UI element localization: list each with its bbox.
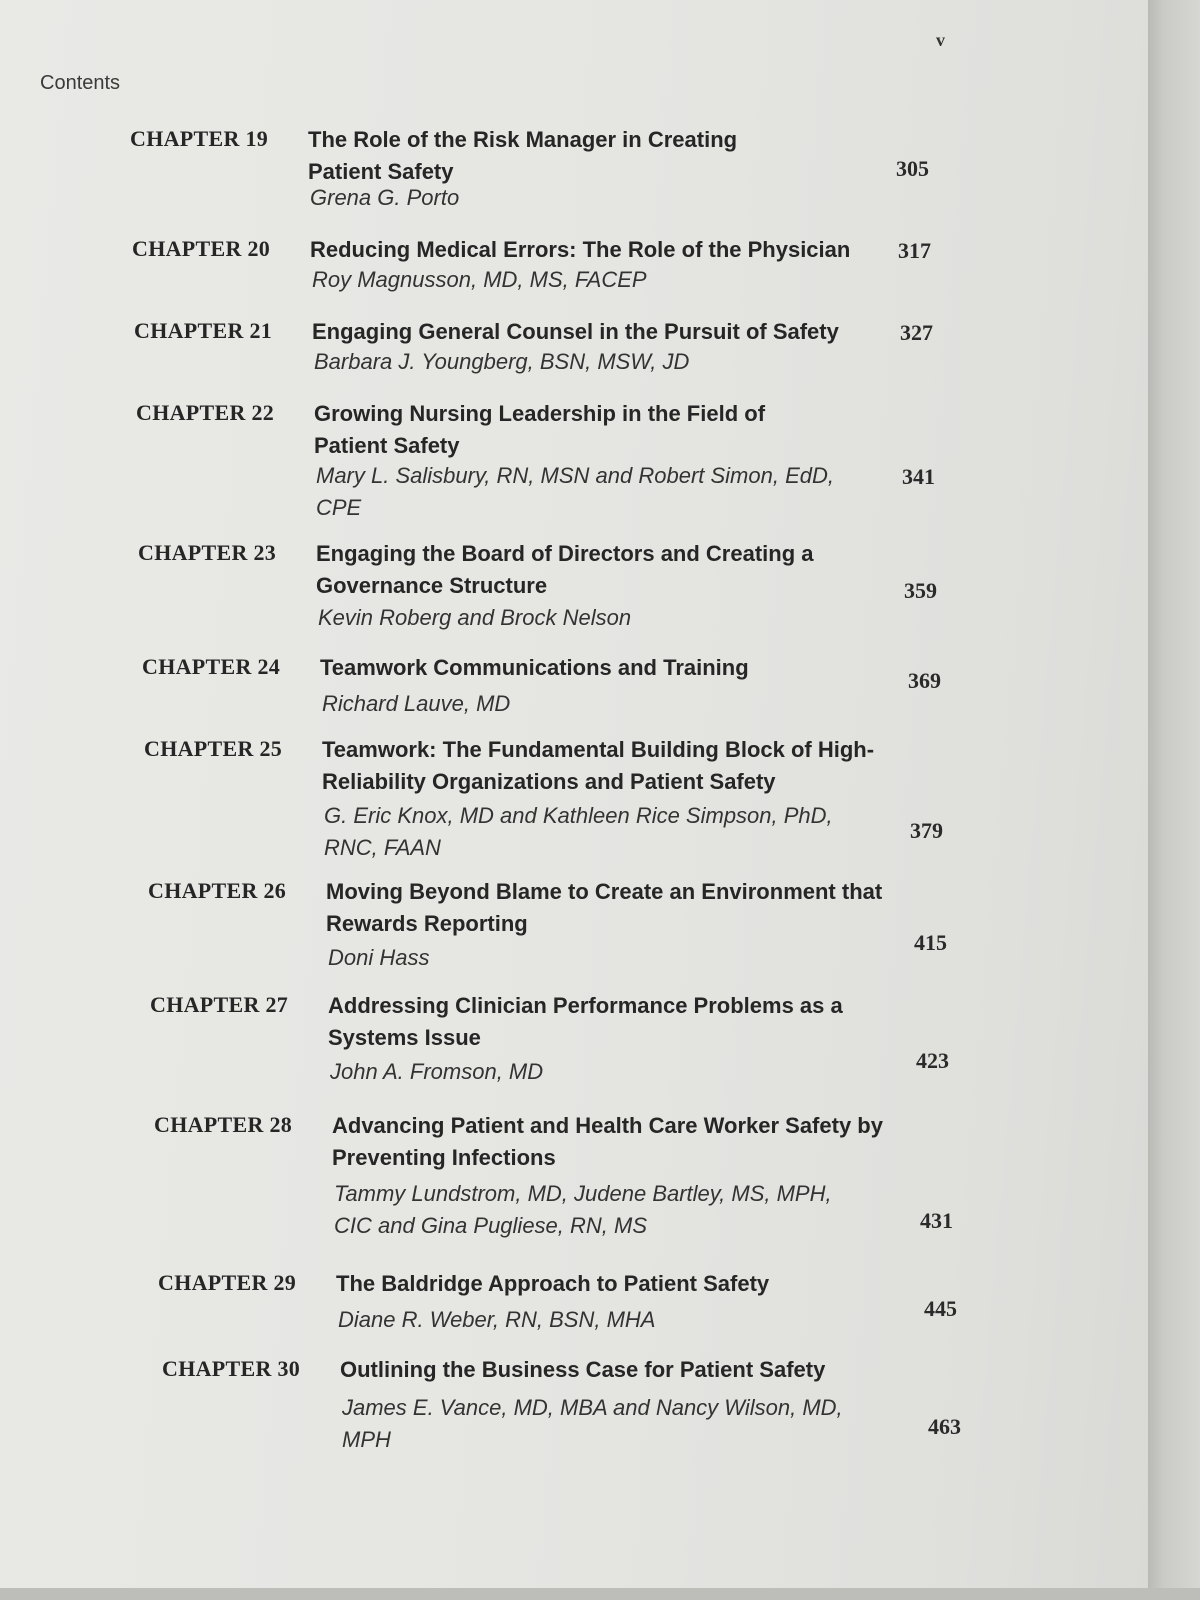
chapter-number: CHAPTER 28 xyxy=(154,1112,293,1137)
chapter-title: Moving Beyond Blame to Create an Environment that Rewards Reporting xyxy=(326,879,883,936)
chapter-page: 317 xyxy=(898,238,931,263)
chapter-title: Outlining the Business Case for Patient Safety xyxy=(340,1357,826,1382)
chapter-author: Grena G. Porto xyxy=(310,185,460,210)
chapter-page: 415 xyxy=(914,930,947,955)
chapter-author: James E. Vance, MD, MBA and Nancy Wilson, MD, MPH xyxy=(342,1395,843,1452)
chapter-page: 379 xyxy=(910,818,943,843)
chapter-number: CHAPTER 26 xyxy=(148,878,287,903)
chapter-author: Roy Magnusson, MD, MS, FACEP xyxy=(312,267,647,292)
chapter-number: CHAPTER 30 xyxy=(162,1356,301,1381)
chapter-title: Teamwork Communications and Training xyxy=(320,655,749,680)
chapter-page: 445 xyxy=(924,1296,957,1321)
chapter-author: John A. Fromson, MD xyxy=(330,1059,544,1084)
chapter-number: CHAPTER 27 xyxy=(150,992,289,1017)
chapter-title: Engaging the Board of Directors and Creating a Governance Structure xyxy=(316,541,814,598)
chapter-title: Addressing Clinician Performance Problems as a Systems Issue xyxy=(328,993,843,1050)
chapter-title: The Role of the Risk Manager in Creating Patient Safety xyxy=(308,127,738,184)
chapter-number: CHAPTER 29 xyxy=(158,1270,297,1295)
chapter-page: 369 xyxy=(908,668,941,693)
chapter-number: CHAPTER 23 xyxy=(138,540,277,565)
chapter-title: Reducing Medical Errors: The Role of the Physician xyxy=(310,237,851,262)
chapter-author: Doni Hass xyxy=(328,945,430,970)
chapter-title: Teamwork: The Fundamental Building Block of High-Reliability Organizations and Patient Safety xyxy=(322,737,875,794)
chapter-page: 423 xyxy=(916,1048,949,1073)
chapter-author: Kevin Roberg and Brock Nelson xyxy=(318,605,632,630)
chapter-number: CHAPTER 25 xyxy=(144,736,283,761)
chapter-page: 327 xyxy=(900,320,933,345)
chapter-page: 359 xyxy=(904,578,937,603)
chapter-page: 341 xyxy=(902,464,935,489)
chapter-title: Advancing Patient and Health Care Worker Safety by Preventing Infections xyxy=(332,1113,883,1170)
chapter-page: 431 xyxy=(920,1208,953,1233)
page-shadow-edge xyxy=(1148,0,1200,1600)
page-number: v xyxy=(936,30,945,50)
chapter-page: 463 xyxy=(928,1414,961,1439)
chapter-title: The Baldridge Approach to Patient Safety xyxy=(336,1271,770,1296)
chapter-number: CHAPTER 24 xyxy=(142,654,281,679)
chapter-author: Diane R. Weber, RN, BSN, MHA xyxy=(338,1307,656,1332)
chapter-author: G. Eric Knox, MD and Kathleen Rice Simpson, PhD, RNC, FAAN xyxy=(324,803,833,860)
chapter-author: Tammy Lundstrom, MD, Judene Bartley, MS, MPH, CIC and Gina Pugliese, RN, MS xyxy=(334,1181,832,1238)
chapter-number: CHAPTER 20 xyxy=(132,236,271,261)
chapter-author: Mary L. Salisbury, RN, MSN and Robert Simon, EdD, CPE xyxy=(316,463,834,520)
chapter-title: Engaging General Counsel in the Pursuit of Safety xyxy=(312,319,839,344)
chapter-number: CHAPTER 22 xyxy=(136,400,275,425)
chapter-page: 305 xyxy=(896,156,929,181)
chapter-number: CHAPTER 19 xyxy=(130,126,269,151)
chapter-author: Richard Lauve, MD xyxy=(322,691,511,716)
chapter-number: CHAPTER 21 xyxy=(134,318,273,343)
running-head: Contents xyxy=(40,72,121,94)
chapter-author: Barbara J. Youngberg, BSN, MSW, JD xyxy=(314,349,690,374)
chapter-title: Growing Nursing Leadership in the Field of Patient Safety xyxy=(314,401,766,458)
page-bottom-edge xyxy=(0,1588,1200,1600)
